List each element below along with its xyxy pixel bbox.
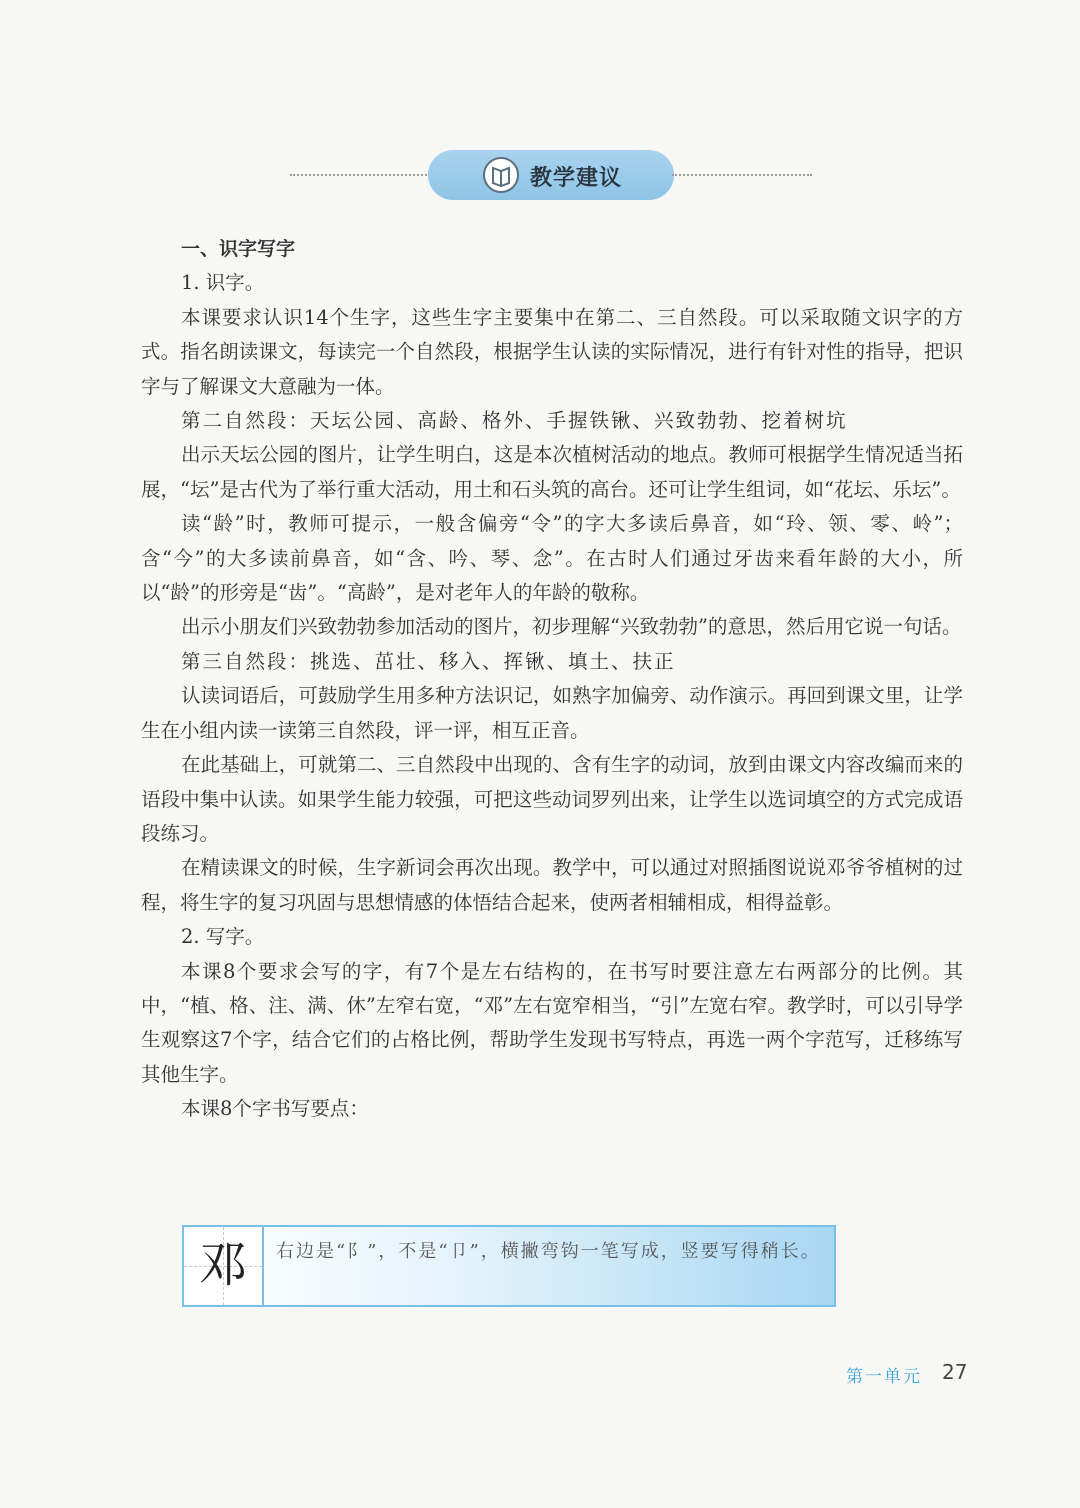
paragraph: 本课8个字书写要点： [181, 1097, 369, 1121]
section-title: 教学建议 [530, 166, 623, 191]
word-list-label: 第二自然段： [181, 409, 311, 433]
word-list-paragraph-3 [141, 645, 963, 679]
paragraph: 本课8个要求会写的字，有7个是左右结构的，在书写时要注意左右两部分的比例。其中，“植、格、注、满、休”左窄右宽，“邓”左右宽窄相当，“引”左宽右窄。教学时，可以引导学生观察这7个字，结合它们的占格比例，帮助学生发现书写特点，再选一两个字范写，迁移练写其他生字。 [141, 959, 963, 1086]
writing-tip-box [182, 1225, 836, 1307]
paragraph: 在此基础上，可就第二、三自然段中出现的、含有生字的动词，放到由课文内容改编而来的语段中集中认读。如果学生能力较强，可把这些动词罗列出来，让学生以选词填空的方式完成语段练习。 [141, 753, 963, 845]
dotted-rule-right [672, 174, 812, 176]
paragraph: 本课要求认识14个生字，这些生字主要集中在第二、三自然段。可以采取随文识字的方式。指名朗读课文，每读完一个自然段，根据学生认读的实际情况，进行有针对性的指导，把识字与了解课文大意融为一体。 [141, 305, 963, 398]
book-icon [482, 156, 520, 194]
paragraph: 读“龄”时，教师可提示，一般含偏旁“令”的字大多读后鼻音，如“玲、领、零、岭”；含“今”的大多读前鼻音，如“含、吟、琴、念”。在古时人们通过牙齿来看年龄的大小，所以“龄”的形旁是“齿”。“高龄”，是对老年人的年龄的敬称。 [141, 512, 963, 605]
word-list: 天坛公园、高龄、格外、手握铁锹、兴致勃勃、挖着树坑 [310, 409, 848, 433]
subheading-writing: 2. 写字。 [181, 925, 265, 949]
paragraph: 出示小朋友们兴致勃勃参加活动的图片，初步理解“兴致勃勃”的意思，然后用它说一句话。 [181, 615, 962, 639]
word-list-label: 第三自然段： [181, 649, 311, 673]
dotted-rule-left [290, 174, 430, 176]
paragraph: 出示天坛公园的图片，让学生明白，这是本次植树活动的地点。教师可根据学生情况适当拓展，“坛”是古代为了举行重大活动，用土和石头筑的高台。还可让学生组词，如“花坛、乐坛”。 [141, 443, 963, 501]
word-list-paragraph-2 [141, 404, 963, 438]
paragraph: 认读词语后，可鼓励学生用多种方法识记，如熟字加偏旁、动作演示。再回到课文里，让学生在小组内读一读第三自然段，评一评，相互正音。 [141, 684, 963, 742]
unit-label: 第一单元 [846, 1367, 922, 1387]
paragraph: 在精读课文的时候，生字新词会再次出现。教学中，可以通过对照插图说说邓爷爷植树的过程，将生字的复习巩固与思想情感的体悟结合起来，使两者相辅相成，相得益彰。 [141, 856, 963, 914]
writing-tip-text: 右边是“阝”，不是“卩”，横撇弯钩一笔写成，竖要写得稍长。 [276, 1241, 821, 1262]
section-title-badge [428, 150, 674, 200]
model-character: 邓 [198, 1237, 247, 1293]
page-number: 27 [942, 1360, 968, 1384]
main-text [141, 232, 963, 1127]
section-header [0, 150, 1080, 200]
character-grid-cell [184, 1227, 264, 1305]
word-list: 挑选、茁壮、移入、挥锹、填土、扶正 [310, 649, 676, 673]
subheading-recognition: 1. 识字。 [181, 271, 265, 295]
heading-literacy-writing: 一、识字写字 [181, 238, 296, 260]
